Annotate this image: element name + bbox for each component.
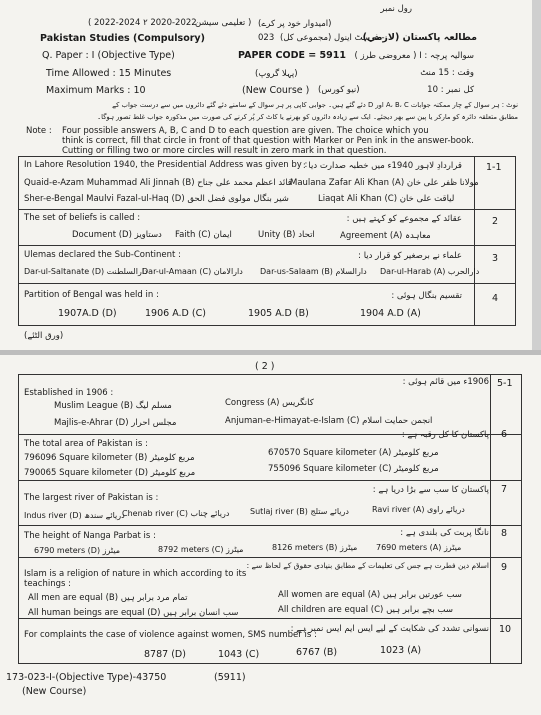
option-d[interactable]: All human beings are equal (D) سب انسان برابر ہیں — [28, 608, 239, 618]
option-b[interactable]: 1905 A.D (B) — [248, 308, 309, 319]
option-b[interactable]: 6767 (B) — [296, 647, 338, 658]
option-b[interactable]: 796096 Square kilometer (B) مربع کلومیٹر — [24, 453, 195, 463]
question-text-en: For complaints the case of violence against women, SMS number is : — [24, 630, 317, 640]
option-c[interactable]: Dar-ul-Amaan (C) دارالامان — [142, 267, 243, 276]
paper-page-2 — [0, 355, 541, 715]
question-text-en: The set of beliefs is called : — [24, 213, 141, 223]
question-number: 9 — [501, 562, 508, 573]
max-marks-en: Maximum Marks : 10 — [46, 85, 146, 96]
option-b[interactable]: Sutlaj river (B) دریائے ستلج — [250, 507, 349, 516]
footer-paper-id: 173-023-I-(Objective Type)-43750 — [6, 672, 167, 683]
question-number: 3 — [492, 253, 499, 264]
option-c[interactable]: Faith (C) ایمان — [175, 230, 232, 240]
question-number: 2 — [492, 216, 499, 227]
option-c[interactable]: 1906 A.D (C) — [145, 308, 206, 319]
subject-title-ur: مطالعہ پاکستان (لازمی) — [362, 32, 477, 43]
option-d[interactable]: Sher-e-Bengal Maulvi Fazal-ul-Haq (D) شیر بنگال مولوی فضل الحق — [24, 194, 289, 204]
paper-type-en: Q. Paper : I (Objective Type) — [42, 50, 175, 61]
footer-paper-code: (5911) — [214, 672, 246, 683]
option-a[interactable]: Maulana Zafar Ali Khan (A) مولانا ظفر علی خان — [290, 178, 479, 188]
question-number: 5-1 — [497, 378, 513, 389]
option-c[interactable]: 8792 meters (C) میٹرز — [158, 545, 244, 554]
option-c[interactable]: Liaqat Ali Khan (C) لیاقت علی خان — [318, 194, 455, 204]
candidate-note: (امیدوار خود پر کرے) — [258, 19, 332, 29]
question-text-ur: تقسیم بنگال ہوئی : — [391, 291, 462, 301]
option-d[interactable]: Document (D) دستاویز — [72, 230, 162, 240]
question-number: 6 — [501, 429, 508, 440]
subject-title-en: Pakistan Studies (Compulsory) — [40, 33, 205, 44]
session-years: ( 2022-2024 ٢ 2020-2022 — [88, 18, 197, 28]
question-text-ur: نسوانی تشدد کی شکایت کے لیے ایس ایم ایس نمبر ہے : — [290, 624, 489, 634]
option-a[interactable]: All women are equal (A) سب عورتیں برابر ہیں — [278, 590, 462, 600]
page-number: ( 2 ) — [255, 361, 275, 372]
paper-page-1 — [0, 0, 532, 350]
question-text-ur: نانگا پربت کی بلندی ہے : — [400, 528, 489, 538]
course-label: (New Course ) — [242, 85, 310, 96]
option-c[interactable]: All children are equal (C) سب بچے برابر ہیں — [278, 605, 453, 615]
question-text-en: In Lahore Resolution 1940, the Presidential Address was given by : — [24, 160, 308, 170]
roll-number-label: رول نمبر — [380, 4, 412, 14]
question-text-en: The total area of Pakistan is : — [24, 439, 148, 449]
option-a[interactable]: 670570 Square kilometer (A) مربع کلومیٹر — [268, 448, 439, 458]
note-urdu-line-1: نوٹ : ہر سوال کے چار ممکنہ جوابات A، B، C اور D دئے گئے ہیں۔ جوابی کاپی پر ہر سوال کے سامنے دئے گئے دائروں میں سے درست جواب کے — [112, 101, 518, 109]
option-b[interactable]: 8126 meters (B) میٹرز — [272, 543, 358, 552]
question-text-ur: پاکستان کا کل رقبہ ہے : — [401, 430, 489, 440]
option-b[interactable]: Quaid-e-Azam Muhammad Ali Jinnah (B) قائد اعظم محمد علی جناح — [24, 178, 292, 188]
note-en-line-3: Cutting or filling two or more circles will result in zero mark in that question. — [62, 146, 387, 156]
paper-code: PAPER CODE = 5911 — [238, 50, 346, 61]
option-b[interactable]: Unity (B) اتحاد — [258, 230, 315, 240]
course-label-urdu: (نیو کورس) — [318, 85, 360, 95]
question-text-en: The largest river of Pakistan is : — [24, 493, 159, 503]
question-text-ur: علماء نے برصغیر کو قرار دیا : — [358, 251, 462, 261]
question-text-ur: اسلام دین فطرت ہے جس کی تعلیمات کے مطابق بنیادی حقوق کے لحاظ سے : — [246, 561, 489, 570]
option-b[interactable]: All men are equal (B) تمام مرد برابر ہیں — [28, 593, 188, 603]
max-marks-ur: کل نمبر : 10 — [427, 85, 474, 95]
question-text-en: Established in 1906 : — [24, 388, 114, 398]
question-text-en: Partition of Bengal was held in : — [24, 290, 159, 300]
group-urdu: (پہلا گروپ) — [255, 69, 298, 79]
note-urdu-line-2: مطابق متعلقہ دائرہ کو مارکر یا پین سے بھر دیجئے۔ ایک سے زیادہ دائروں کو بھرنے یا کاٹ کر پُر کرنے کی صورت میں مذکورہ جواب غلط تصور ہوگا۔ — [97, 113, 518, 121]
option-a[interactable]: Ravi river (A) دریائے راوی — [372, 505, 465, 514]
option-c[interactable]: Chenab river (C) دریائے چناب — [122, 509, 230, 518]
option-a[interactable]: 1904 A.D (A) — [360, 308, 421, 319]
question-text-ur: پاکستان کا سب سے بڑا دریا ہے : — [372, 485, 489, 495]
question-number: 1-1 — [486, 162, 502, 173]
question-number: 8 — [501, 528, 508, 539]
option-a[interactable]: Dar-ul-Harab (A) دارالحرب — [380, 267, 480, 276]
paper-code-small-urdu: - فرسٹ اینول (مجموعی کل) — [280, 33, 385, 43]
question-text-ur: قراردادِ لاہور 1940ء میں خطبہ صدارت دیا : — [302, 161, 462, 171]
option-c[interactable]: 755096 Square kilometer (C) مربع کلومیٹر — [268, 464, 439, 474]
option-b[interactable]: Dar-us-Salaam (B) دارالسلام — [260, 267, 367, 276]
option-a[interactable]: 1023 (A) — [380, 645, 422, 656]
option-a[interactable]: Congress (A) کانگریس — [225, 398, 314, 408]
option-d[interactable]: Indus river (D) دریائے سندھ — [24, 511, 125, 520]
option-a[interactable]: 7690 meters (A) میٹرز — [376, 543, 462, 552]
question-text-en: The height of Nanga Parbat is : — [24, 531, 156, 541]
option-d[interactable]: 8787 (D) — [144, 649, 186, 660]
option-c[interactable]: Anjuman-e-Himayat-e-Islam (C) انجمن حمایت اسلام — [225, 416, 433, 426]
session-label-urdu: ( تعلیمی سیشن — [195, 18, 252, 28]
option-c[interactable]: 1043 (C) — [218, 649, 260, 660]
option-d[interactable]: 1907A.D (D) — [58, 308, 117, 319]
note-en-line-2: think is correct, fill that circle in front of that question with Marker or Pen ink in the answer-book. — [62, 136, 474, 146]
option-b[interactable]: Muslim League (B) مسلم لیگ — [54, 401, 172, 411]
question-text-en-line-1: Islam is a religion of nature in which according to its — [24, 569, 247, 579]
question-text-ur: 1906ء میں قائم ہوئی : — [402, 377, 489, 387]
paper-type-ur: سوالیہ پرچہ : I ( معروضی طرز ) — [354, 51, 474, 61]
paper-code-small: 023 — [258, 33, 275, 43]
option-d[interactable]: Majlis-e-Ahrar (D) مجلس احرار — [54, 418, 177, 428]
question-number: 4 — [492, 293, 499, 304]
question-number: 10 — [499, 624, 512, 635]
option-a[interactable]: Agreement (A) معاہدہ — [340, 231, 431, 241]
option-d[interactable]: 6790 meters (D) میٹرز — [34, 546, 121, 555]
time-allowed-en: Time Allowed : 15 Minutes — [46, 68, 172, 79]
turn-over-note: (ورق الٹئے) — [24, 331, 64, 341]
question-text-ur: عقائد کے مجموعے کو کہتے ہیں : — [346, 214, 462, 224]
question-text-en: Ulemas declared the Sub-Continent : — [24, 250, 181, 260]
time-allowed-ur: وقت : 15 منٹ — [420, 68, 474, 78]
note-en-line-1: Four possible answers A, B, C and D to each question are given. The choice which you — [62, 126, 429, 136]
question-text-en-line-2: teachings : — [24, 579, 71, 589]
option-d[interactable]: 790065 Square kilometer (D) مربع کلومیٹر — [24, 468, 196, 478]
option-d[interactable]: Dar-ul-Saltanate (D) دارالسلطنت — [24, 267, 148, 276]
note-label-en: Note : — [26, 126, 52, 136]
question-number: 7 — [501, 484, 508, 495]
footer-course: (New Course) — [22, 686, 87, 697]
